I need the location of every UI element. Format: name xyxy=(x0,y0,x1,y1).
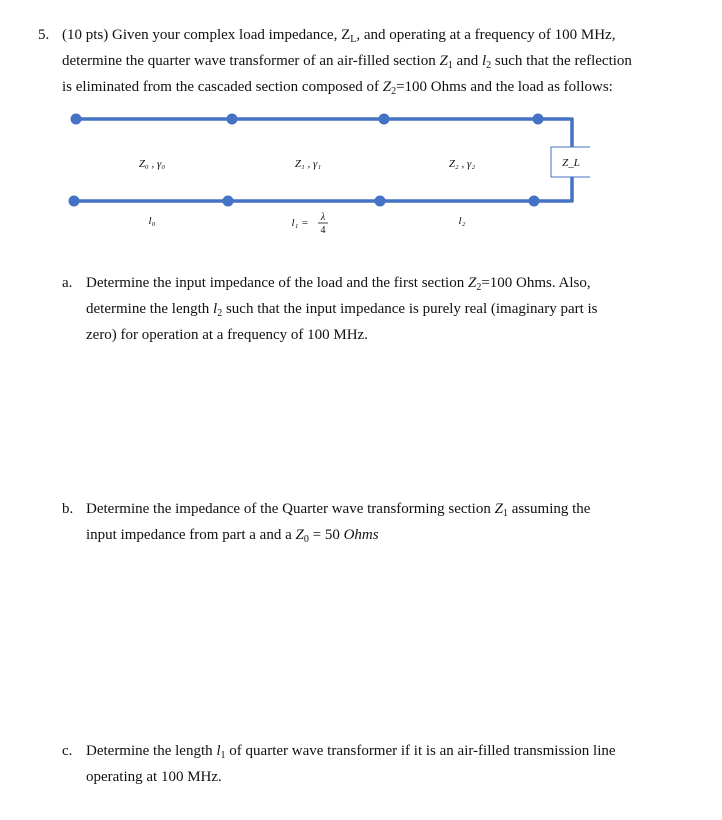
top-node-1 xyxy=(227,114,238,125)
fraction-denominator: 4 xyxy=(320,225,326,236)
problem-line-1: (10 pts) Given your complex load impedance, $Z_L$, and operating at a frequency of 100 MHz, xyxy=(62,27,616,45)
length-0-label: l₀ xyxy=(148,215,156,227)
bottom-conductor xyxy=(69,196,573,207)
top-node-0 xyxy=(71,114,82,125)
bottom-node-1 xyxy=(223,196,234,207)
bottom-node-0 xyxy=(69,196,80,207)
part-b xyxy=(62,496,662,548)
part-b-letter: b. xyxy=(62,501,74,517)
part-a xyxy=(62,270,662,348)
load-label: Z_L xyxy=(562,157,580,169)
problem-line-3: is eliminated from the cascaded section composed of $Z_2=100$ Ohms and the load as follows: xyxy=(62,79,613,97)
problem-body xyxy=(62,22,678,100)
problem-statement xyxy=(38,22,678,100)
section-0-label: Z₀ , γ₀ xyxy=(138,158,166,170)
lambda-symbol: λ xyxy=(320,212,326,223)
section-2-label: Z₂ , γ₂ xyxy=(448,158,476,170)
part-c-text: Determine the length $l_1$ of quarter wave transformer if it is an air-filled transmission line operating at 100 MHz. xyxy=(86,743,616,785)
part-c-letter: c. xyxy=(62,743,73,759)
part-a-text: Determine the input impedance of the load and the first section $Z_2=100$ Ohms. Also, determine the length $l_2$ such that the input impedance is purely real (imaginary part is zero) for operation at a frequency of 100 MHz. xyxy=(86,275,598,343)
section-1-label: Z₁ , γ₁ xyxy=(294,158,322,170)
bottom-node-3 xyxy=(529,196,540,207)
length-1-label: l₁ = xyxy=(291,217,309,229)
bottom-node-2 xyxy=(375,196,386,207)
part-a-letter: a. xyxy=(62,275,73,291)
points-label: (10 pts) xyxy=(62,27,109,43)
top-conductor xyxy=(71,114,573,125)
length-2-label: l₂ xyxy=(458,215,466,227)
part-c xyxy=(62,738,662,790)
part-b-text: Determine the impedance of the Quarter wave transforming section $Z_1$ assuming the input impedance from part a and a $Z_0 = 50$ Ohms xyxy=(86,501,591,545)
problem-number: 5. xyxy=(38,27,50,43)
transmission-line-diagram xyxy=(60,108,590,238)
problem-line-2: determine the quarter wave transformer of an air-filled section $Z_1$ and $l_2$ such that the reflection xyxy=(62,53,632,71)
top-node-2 xyxy=(379,114,390,125)
top-node-3 xyxy=(533,114,544,125)
